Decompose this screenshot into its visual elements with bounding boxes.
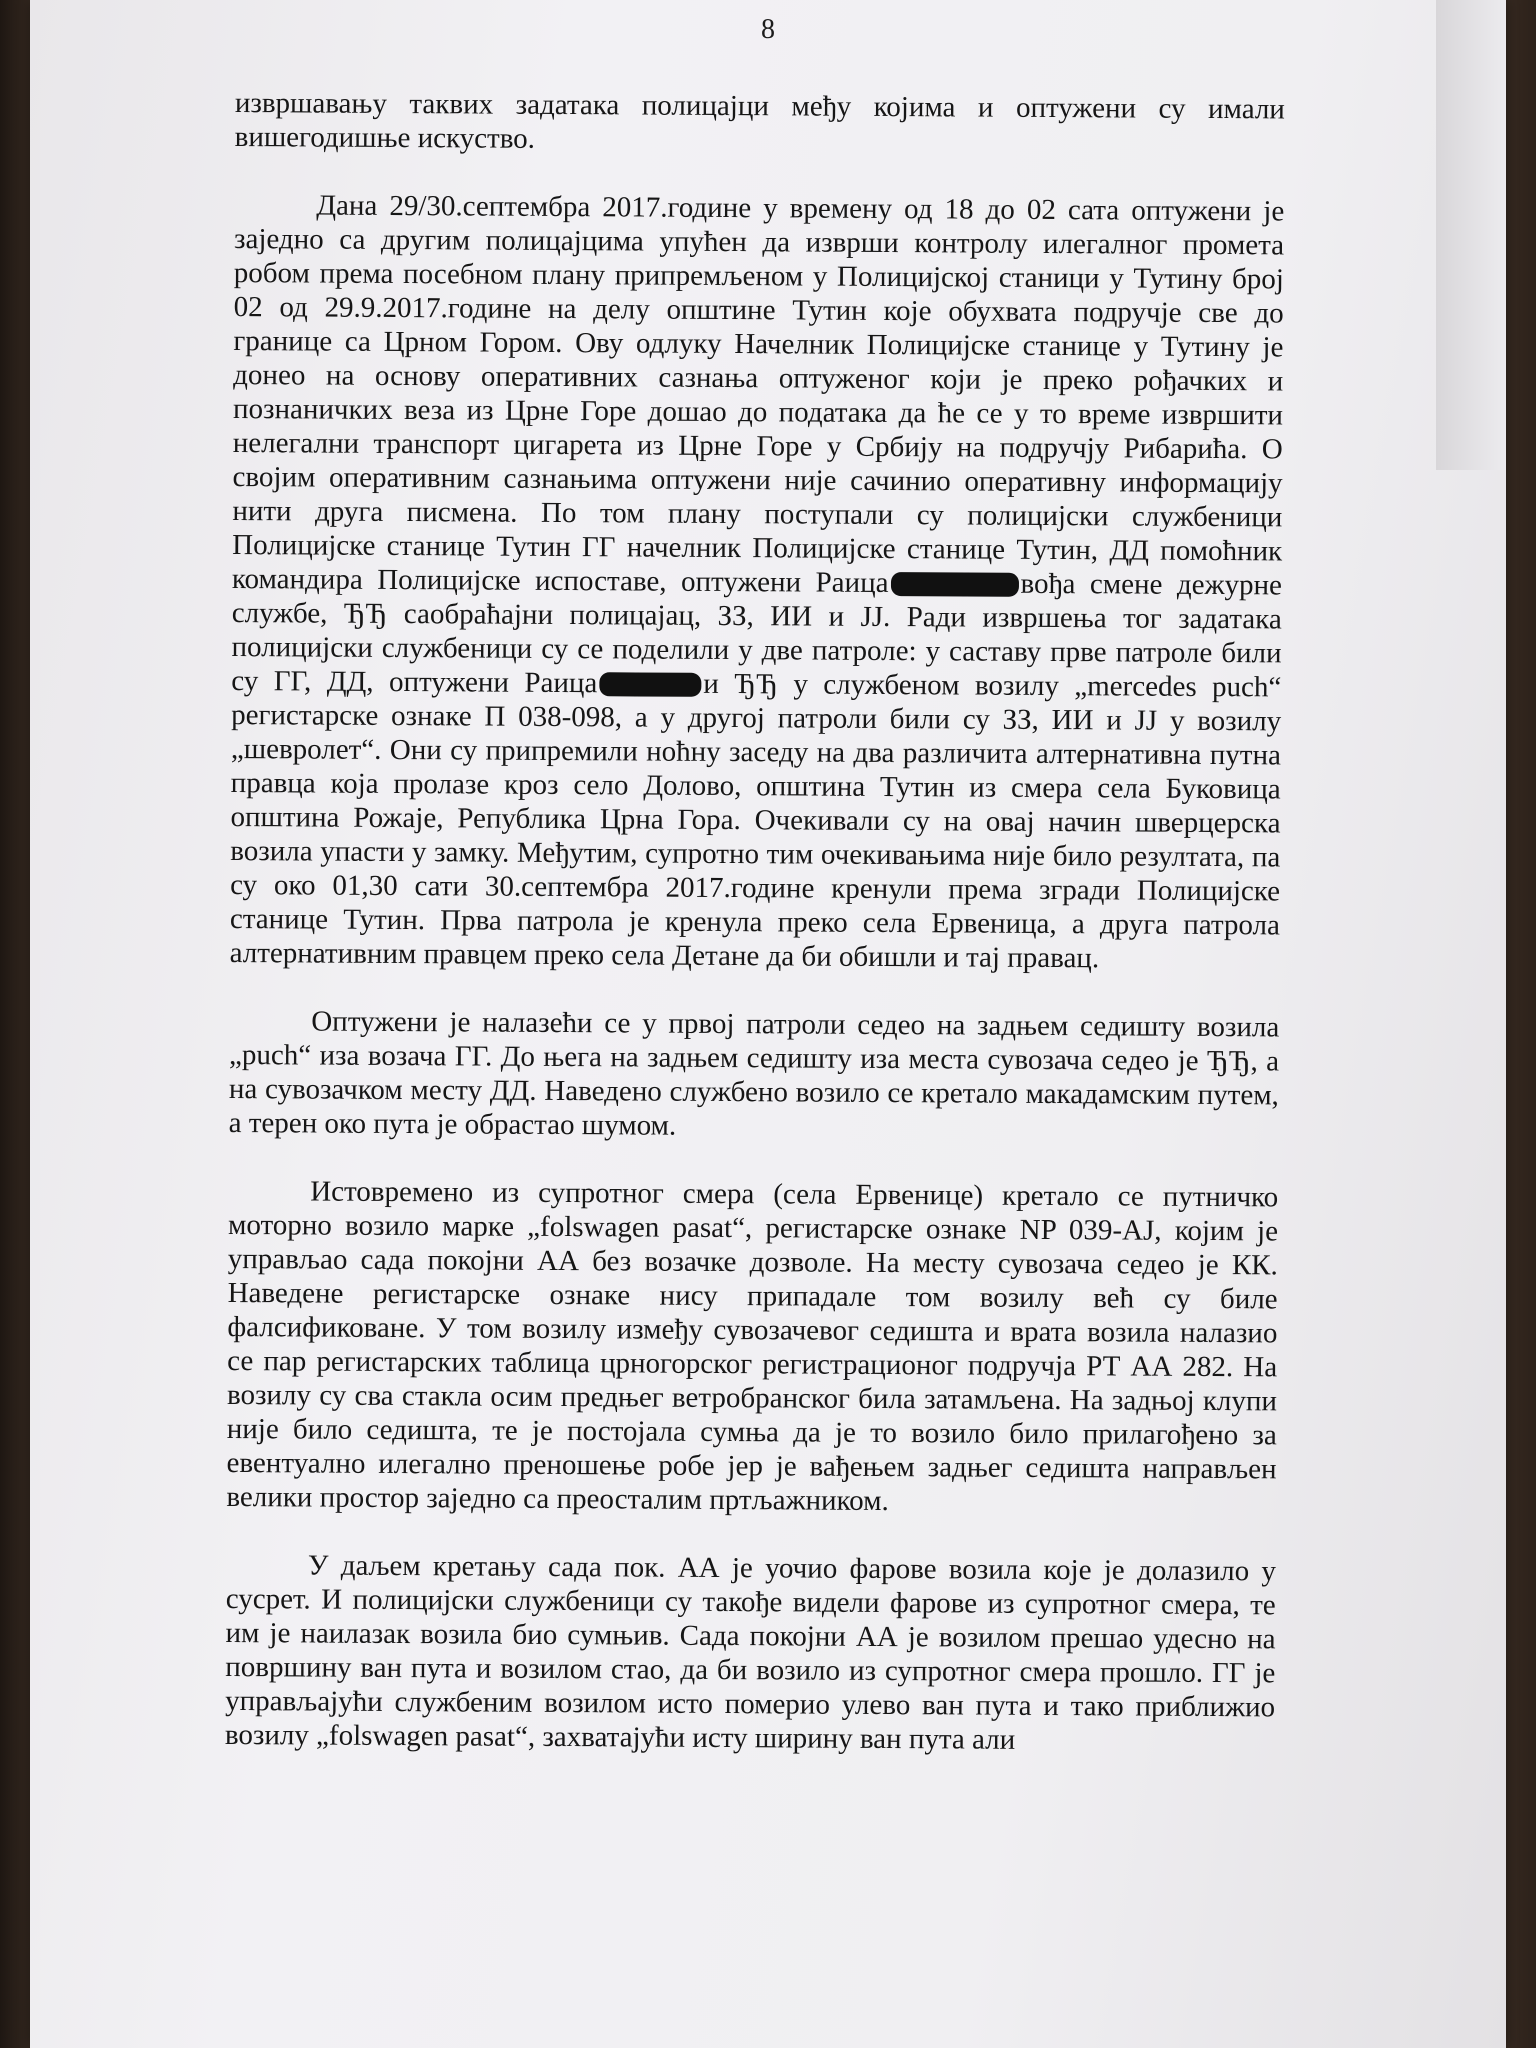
paragraph-2-part-3: и ЂЂ у службеном возилу „mercedes puch“ регистарске ознаке П 038-098, а у другој патроли били су ЗЗ, ИИ и ЈЈ у возилу „шевролет“. Они су припремили ноћну заседу на два различита алтернативна путна правца која пролазе кроз село Долово, општина Тутин из смера села Буковица општина Рожаје, Република Црна Гора. Очекивали су на овај начин шверцерска возила упасти у замку. Међутим, супротно тим очекивањима није било резултата, па су око 01,30 сати 30.септембра 2017.године кренули према згради Полицијске станице Тутин. Прва патрола је кренула преко села Ервеница, а друга патрола алтернативним правцем преко села Детане да би обишли и тај правац. <box>229 667 1282 975</box>
paragraph-4: Истовремено из супротног смера (села Ервенице) кретало се путничко моторно возило марке „folswagen pasat“, регистарске ознаке NP 039-AJ, којим је управљао сада покојни АА без возачке дозволе. На месту сувозача седео је КК. Наведене регистарске ознаке нису припадале том возилу већ су биле фалсификоване. У том возилу између сувозачевог седишта и врата возила налазио се пар регистарских таблица црногорског регистрационог подручја РТ АА 282. На возилу су сва стакла осим предњег ветробранског била затамљена. На задњој клупи није било седишта, те је постојала сумња да је то возило било прилагођено за евентуално илегално преношење робе јер је вађењем задњег седишта направљен велики простор заједно са преосталим пртљажником. <box>226 1175 1279 1518</box>
redaction-mark <box>599 672 701 697</box>
paragraph-5: У даљем кретању сада пок. АА је уочио фарове возила које је долазило у сусрет. И полицијски службеници су такође видели фарове из супротног смера, те им је наилазак возила био сумњив. Сада покојни АА је возилом прешао удесно на површину ван пута и возилом стао, да би возило из супротног смера прошло. ГГ је управљајући службеним возилом исто померио улево ван пута и тако приближио возилу „folswagen pasat“, захватајући исту ширину ван пута али <box>224 1549 1277 1756</box>
paragraph-3: Оптужени је налазећи се у првој патроли седео на задњем седишту возила „puch“ иза возача ГГ. До њега на задњем седишту иза места сувозача седео је ЂЂ, а на сувозачком месту ДД. Наведено службено возило се кретало макадамским путем, а терен око пута је обрастао шумом. <box>228 1005 1280 1142</box>
underlying-sheet <box>1436 0 1506 470</box>
paragraph-2-part-2: вођа смене дежурне службе, ЂЂ саобраћајни полицајац, ЗЗ, ИИ и ЈЈ. Ради извршења тог задатака полицијски службеници су се поделили у две патроле: у саставу прве патроле били су ГГ, ДД, оптужени Раица <box>231 567 1283 700</box>
page-number: 8 <box>761 14 775 45</box>
redaction-mark <box>890 572 1018 597</box>
document-body <box>225 86 1285 1788</box>
paragraph-1: извршавању таквих задатака полицајци међу којима и оптужени су имали вишегодишње искуство. <box>234 86 1285 155</box>
paragraph-2 <box>230 188 1285 976</box>
paragraph-2-part-1: Дана 29/30.септембра 2017.године у времену од 18 до 02 сата оптужени је заједно са другим полицајцима упућен да изврши контролу илегалног промета робом према посебном плану припремљеном у Полицијској станици у Тутину број 02 од 29.9.2017.године на делу општине Тутин које обухвата подручје све до границе са Црном Гором. Ову одлуку Начелник Полицијске станице у Тутину је донео на основу оперативних сазнања оптуженог који је преко рођачких и познаничких веза из Црне Горе дошао до података да ће се у то време извршити нелегални транспорт цигарета из Црне Горе у Србију на подручју Рибарића. О својим оперативним сазнањима оптужени није сачинио оперативну информацију нити друга писмена. По том плану поступали су полицијски службеници Полицијске станице Тутин ГГ начелник Полицијске станице Тутин, ДД помоћник командира Полицијске испоставе, оптужени Раица <box>231 189 1285 600</box>
